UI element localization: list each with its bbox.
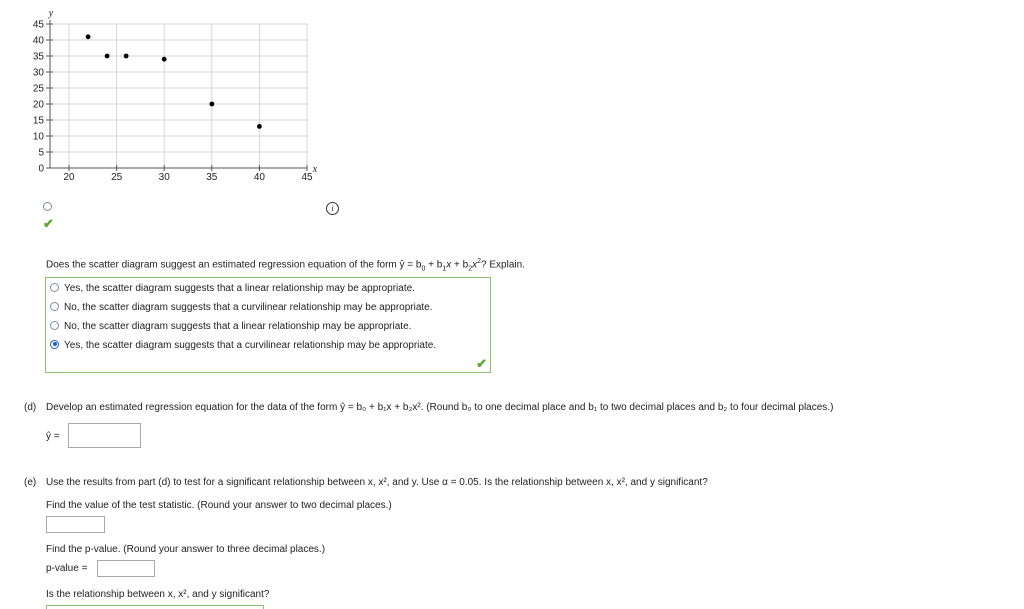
test-stat-prompt: Find the value of the test statistic. (Round your answer to two decimal places.) (46, 500, 392, 511)
part-e-label: (e) (24, 477, 37, 488)
y-tick-label: 25 (32, 83, 44, 95)
y-tick-label: 20 (32, 99, 44, 111)
x-axis-label: x (312, 164, 318, 175)
p-value-input[interactable] (97, 560, 155, 577)
check-icon: ✔ (43, 216, 54, 231)
data-point (86, 34, 91, 39)
yhat-input[interactable] (68, 423, 141, 448)
y-tick-label: 15 (32, 115, 44, 127)
y-tick-label: 30 (32, 67, 44, 79)
data-point (162, 57, 167, 62)
radio-button-selected[interactable] (50, 340, 59, 349)
x-tick-label: 40 (253, 172, 265, 183)
option-linear-no[interactable]: No, the scatter diagram suggests that a linear relationship may be appropriate. (50, 317, 490, 336)
scatter-chart (20, 0, 330, 192)
x-tick-label: 30 (158, 172, 170, 183)
x-tick-label: 25 (111, 172, 123, 183)
data-point (105, 54, 110, 59)
info-icon[interactable]: i (326, 202, 339, 215)
radio-button[interactable] (50, 283, 59, 292)
y-tick-label: 5 (38, 147, 44, 159)
question-c-prompt: Does the scatter diagram suggest an estimated regression equation of the form ŷ = $b_0 + b_1x + b_2x^2$? Explain. (46, 258, 525, 273)
part-e-text: Use the results from part (d) to test for a significant relationship between x, x², and y. Use α = 0.05. Is the relationship between x, x², and y significant? (46, 477, 708, 488)
y-tick-label: 35 (32, 51, 44, 63)
option-linear-yes[interactable]: Yes, the scatter diagram suggests that a linear relationship may be appropriate. (50, 279, 490, 298)
p-value-label: p-value = (46, 563, 88, 574)
y-tick-label: 40 (32, 35, 44, 47)
data-point (124, 54, 129, 59)
options-box (45, 277, 491, 373)
part-d-text: Develop an estimated regression equation for the data of the form ŷ = b₀ + b₁x + b₂x². (Round b₀ to one decimal place and b₁ to two decimal places and b₂ to four decimal places.) (46, 402, 834, 413)
option-curvilinear-yes[interactable]: Yes, the scatter diagram suggests that a curvilinear relationship may be appropriate. (50, 336, 490, 355)
option-curvilinear-no[interactable]: No, the scatter diagram suggests that a curvilinear relationship may be appropriate. (50, 298, 490, 317)
data-point (257, 124, 262, 129)
y-tick-label: 0 (38, 163, 44, 175)
x-tick-label: 35 (206, 172, 218, 183)
yhat-label: ŷ = (46, 431, 60, 442)
part-d-label: (d) (24, 402, 37, 413)
test-stat-input[interactable] (46, 516, 105, 533)
significance-select[interactable] (46, 605, 264, 609)
significance-prompt: Is the relationship between x, x², and y significant? (46, 589, 270, 600)
data-point (209, 102, 214, 107)
y-tick-label: 10 (32, 131, 44, 143)
check-icon: ✔ (476, 356, 487, 371)
p-value-prompt: Find the p-value. (Round your answer to three decimal places.) (46, 544, 326, 555)
radio-button[interactable] (50, 321, 59, 330)
y-axis-label: y (48, 8, 54, 19)
radio-button[interactable] (50, 302, 59, 311)
x-tick-label: 20 (63, 172, 75, 183)
radio-button[interactable] (43, 202, 52, 211)
y-tick-label: 45 (32, 19, 44, 31)
x-tick-label: 45 (301, 172, 313, 183)
